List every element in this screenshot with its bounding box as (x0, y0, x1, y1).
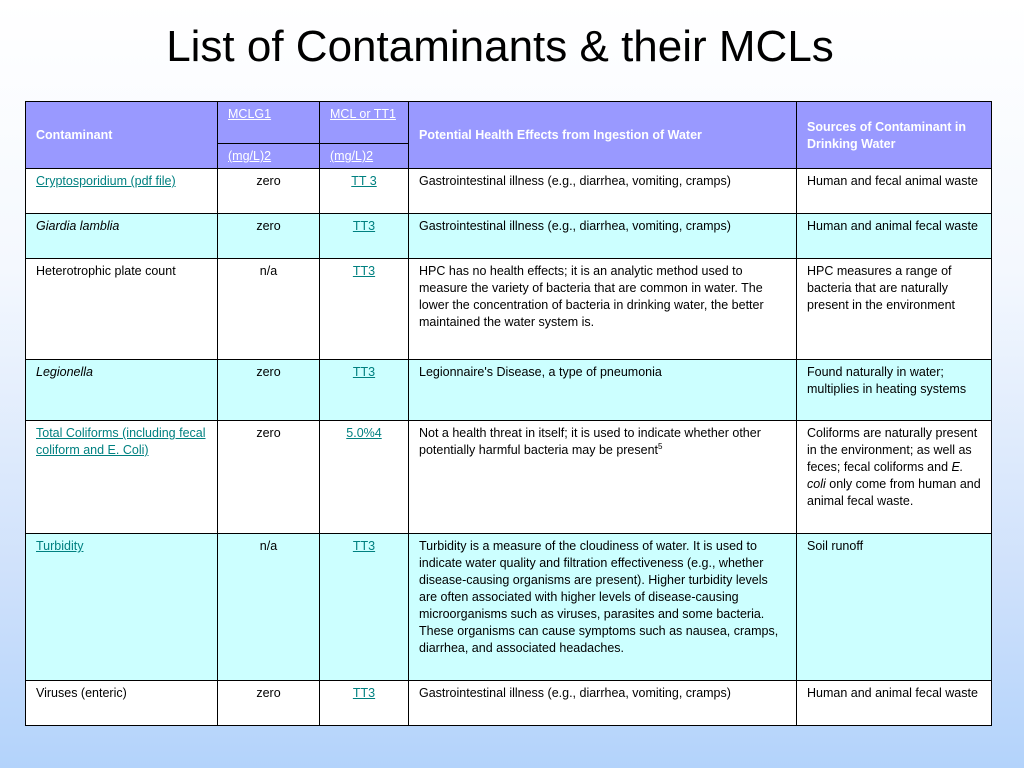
sources-cell: Found naturally in water; multiplies in heating systems (797, 360, 992, 421)
health-effects-cell (409, 421, 797, 534)
sources-cell: Human and fecal animal waste (797, 169, 992, 214)
mcl-cell (320, 360, 409, 421)
page-title: List of Contaminants & their MCLs (166, 22, 834, 71)
contaminant-link[interactable]: Total Coliforms (including fecal coliform and E. Coli) (36, 426, 206, 457)
table-row (26, 169, 992, 214)
contaminant-cell: Viruses (enteric) (26, 681, 218, 726)
sources-cell: Soil runoff (797, 534, 992, 681)
mclg-unit-link[interactable]: (mg/L)2 (228, 149, 272, 163)
table-row (26, 360, 992, 421)
contaminant-link[interactable]: Cryptosporidium (pdf file) (36, 174, 176, 188)
mclg-cell: n/a (218, 534, 320, 681)
mcl-cell (320, 259, 409, 360)
mclg-cell: zero (218, 169, 320, 214)
contaminants-table (25, 101, 992, 726)
mcl-link[interactable]: TT3 (352, 686, 376, 700)
sources-emphasis: E. coli (807, 460, 964, 491)
mcl-link[interactable]: MCL or TT1 (330, 107, 396, 121)
table-row (26, 534, 992, 681)
sources-cell (797, 421, 992, 534)
header-mclg (218, 102, 320, 144)
health-effects-text: Not a health threat in itself; it is used to indicate whether other potentially harmful bacteria may be present (419, 426, 761, 457)
sources-cell: Human and animal fecal waste (797, 681, 992, 726)
contaminant-cell: Legionella (26, 360, 218, 421)
contaminant-cell: Heterotrophic plate count (26, 259, 218, 360)
contaminant-cell (26, 421, 218, 534)
sources-text-end: only come from human and animal fecal waste. (807, 477, 981, 508)
header-health-effects: Potential Health Effects from Ingestion of Water (409, 102, 797, 169)
mcl-link[interactable]: TT3 (352, 365, 376, 379)
header-mcl (320, 102, 409, 144)
health-effects-cell: Turbidity is a measure of the cloudiness of water. It is used to indicate water quality and filtration effectiveness (e.g., whether disease-causing organisms are present). Higher turbidity levels are often associated with higher levels of disease-causing microorganisms such as viruses, parasites and some bacteria. These organisms can cause symptoms such as nausea, cramps, diarrhea, and associated headaches. (409, 534, 797, 681)
mcl-link[interactable]: TT3 (352, 219, 376, 233)
mclg-link[interactable]: MCLG1 (228, 107, 272, 121)
mcl-cell (320, 681, 409, 726)
mcl-link[interactable]: TT3 (352, 539, 376, 553)
contaminant-cell (26, 534, 218, 681)
header-mclg-unit (218, 144, 320, 169)
health-effects-cell: Gastrointestinal illness (e.g., diarrhea, vomiting, cramps) (409, 214, 797, 259)
header-contaminant: Contaminant (26, 102, 218, 169)
footnote-marker: 5 (658, 442, 663, 451)
contaminant-cell (26, 169, 218, 214)
mcl-unit-link[interactable]: (mg/L)2 (330, 149, 374, 163)
health-effects-cell: Legionnaire's Disease, a type of pneumonia (409, 360, 797, 421)
health-effects-cell: HPC has no health effects; it is an analytic method used to measure the variety of bacteria that are common in water. The lower the concentration of bacteria in drinking water, the better maintained the water system is. (409, 259, 797, 360)
contaminant-cell: Giardia lamblia (26, 214, 218, 259)
mcl-cell (320, 169, 409, 214)
mclg-cell: zero (218, 681, 320, 726)
health-effects-cell: Gastrointestinal illness (e.g., diarrhea, vomiting, cramps) (409, 169, 797, 214)
mcl-link[interactable]: 5.0%4 (346, 426, 382, 440)
sources-text: Coliforms are naturally present in the environment; as well as feces; fecal coliforms and (807, 426, 978, 474)
table-row (26, 259, 992, 360)
table-row (26, 681, 992, 726)
mcl-cell (320, 214, 409, 259)
contaminant-link[interactable]: Turbidity (36, 539, 84, 553)
sources-cell: Human and animal fecal waste (797, 214, 992, 259)
mcl-link[interactable]: TT3 (352, 264, 376, 278)
mcl-cell (320, 421, 409, 534)
health-effects-cell: Gastrointestinal illness (e.g., diarrhea, vomiting, cramps) (409, 681, 797, 726)
mclg-cell: zero (218, 360, 320, 421)
mcl-cell (320, 534, 409, 681)
header-sources: Sources of Contaminant in Drinking Water (797, 102, 992, 169)
sources-cell: HPC measures a range of bacteria that are naturally present in the environment (797, 259, 992, 360)
header-mcl-unit (320, 144, 409, 169)
mcl-link[interactable]: TT 3 (351, 174, 377, 188)
table-header-row (26, 102, 992, 144)
table-row (26, 214, 992, 259)
mclg-cell: zero (218, 421, 320, 534)
mclg-cell: zero (218, 214, 320, 259)
mclg-cell: n/a (218, 259, 320, 360)
table-row (26, 421, 992, 534)
